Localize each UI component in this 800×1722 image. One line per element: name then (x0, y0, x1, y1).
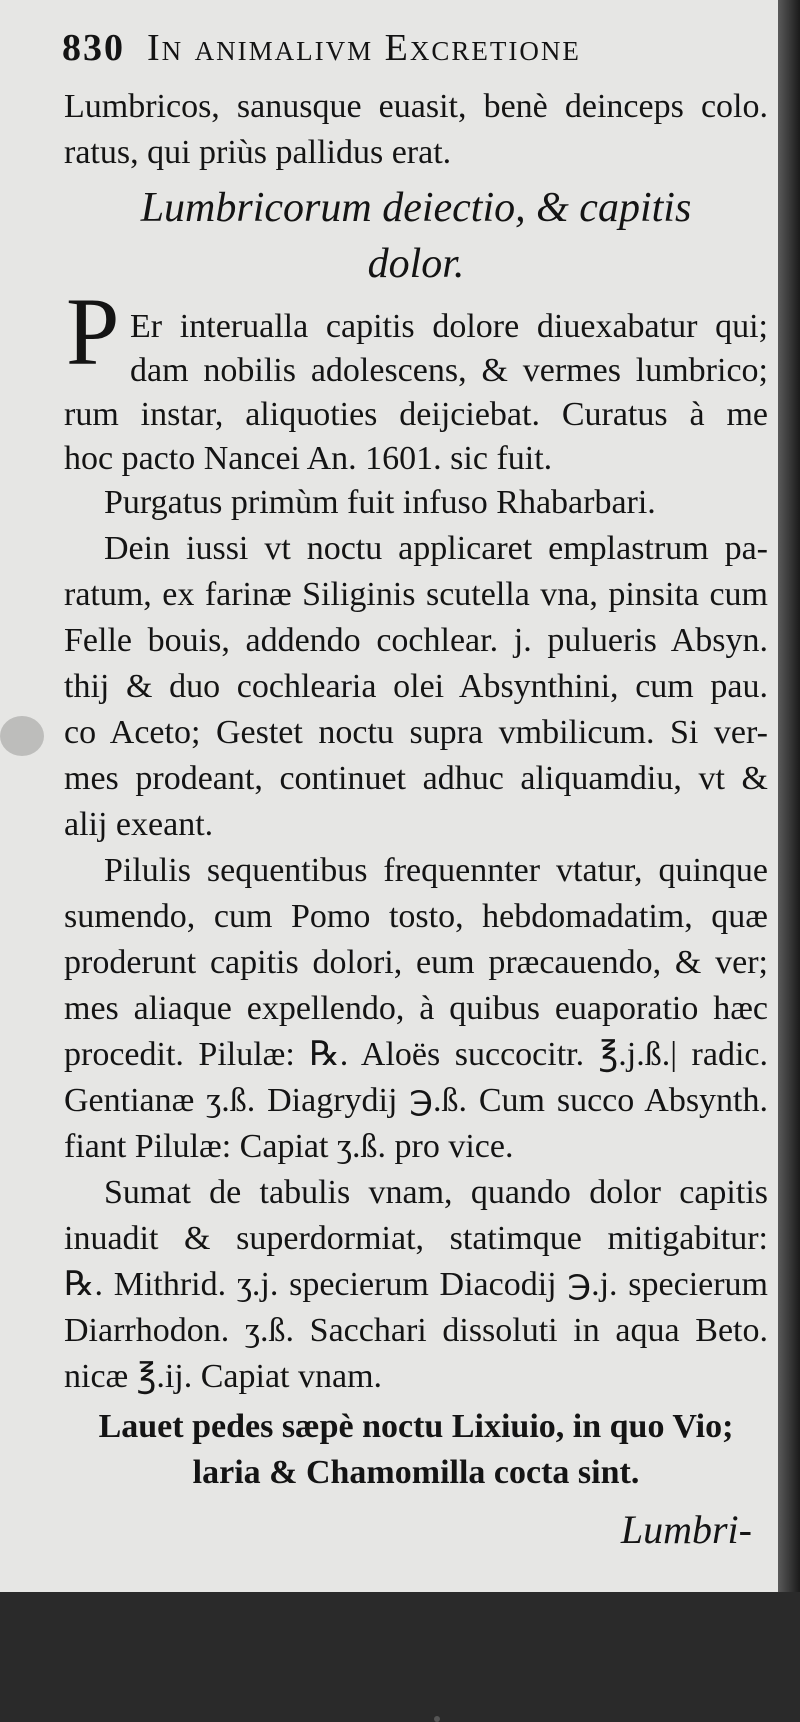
text-line: Diarrhodon. ʒ.ß. Sacchari dissoluti in aqua Beto. (64, 1312, 768, 1349)
text-line: thij & duo cochlearia olei Absynthini, cum pau. (64, 668, 768, 705)
text-line: dam nobilis adolescens, & vermes lumbrico; (130, 352, 768, 389)
section-heading-line-1: Lumbricorum deiectio, & capitis (140, 185, 692, 231)
text-line: Gentianæ ʒ.ß. Diagrydij ℈.ß. Cum succo Absynth. (64, 1082, 768, 1119)
text-line: procedit. Pilulæ: ℞. Aloës succocitr. ℥.j.ß.| radic. (64, 1036, 768, 1073)
section-heading-line-2: dolor. (367, 241, 465, 287)
catchword: Lumbri- (620, 1507, 752, 1552)
text-line: Pilulis sequentibus frequennter vtatur, quinque (104, 852, 768, 889)
text-line: Felle bouis, addendo cochlear. j. pulueris Absyn. (64, 622, 768, 659)
text-line: Er interualla capitis dolore diuexabatur qui; (130, 308, 768, 345)
text-line: inuadit & superdormiat, statimque mitigabitur: (64, 1220, 768, 1257)
running-header (62, 26, 742, 76)
text-line: fiant Pilulæ: Capiat ʒ.ß. pro vice. (64, 1128, 514, 1165)
text-line: nicæ ℥.ij. Capiat vnam. (64, 1358, 383, 1395)
text-line: Dein iussi vt noctu applicaret emplastrum pa- (104, 530, 768, 567)
page-edge-shadow (778, 0, 800, 1592)
text-line: rum instar, aliquoties deijciebat. Curatus à me (64, 396, 768, 433)
text-line: mes prodeant, continuet adhuc aliquamdiu, vt & (64, 760, 768, 797)
closing-line-1: Lauet pedes sæpè noctu Lixiuio, in quo Vio; (98, 1408, 734, 1445)
text-line: ratum, ex farinæ Siliginis scutella vna, pinsita cum (64, 576, 768, 613)
text-line: co Aceto; Gestet noctu supra vmbilicum. Si ver- (64, 714, 768, 751)
intro-line-1: Lumbricos, sanusque euasit, benè deinceps colo. (64, 88, 768, 125)
text-line: mes aliaque expellendo, à quibus euaporatio hæc (64, 990, 768, 1027)
intro-line-2: ratus, qui priùs pallidus erat. (64, 134, 452, 171)
text-line: ℞. Mithrid. ʒ.j. specierum Diacodij ℈.j. specierum (64, 1266, 768, 1303)
text-line: alij exeant. (64, 806, 214, 843)
text-line: Purgatus primùm fuit infuso Rhabarbari. (104, 484, 656, 521)
drop-cap: P (66, 278, 120, 385)
running-title: In animalivm Excretione (147, 27, 581, 69)
paper-stain (0, 716, 44, 756)
text-line: sumendo, cum Pomo tosto, hebdomadatim, quæ (64, 898, 768, 935)
ink-speck (434, 1716, 440, 1722)
text-line: proderunt capitis dolori, eum præcauendo, & ver; (64, 944, 768, 981)
text-line: Sumat de tabulis vnam, quando dolor capitis (104, 1174, 768, 1211)
closing-line-2: laria & Chamomilla cocta sint. (192, 1454, 640, 1491)
text-line: hoc pacto Nancei An. 1601. sic fuit. (64, 440, 553, 477)
page-number: 830 (62, 27, 125, 69)
